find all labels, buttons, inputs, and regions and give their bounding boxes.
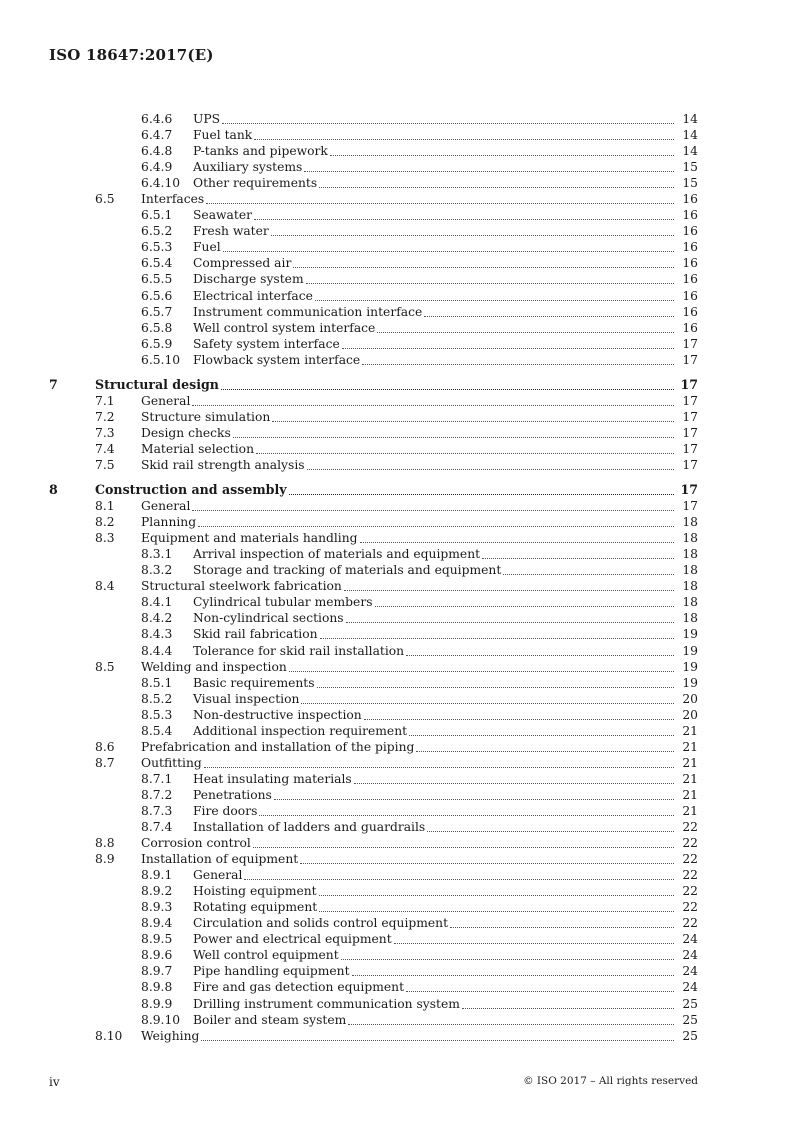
toc-entry-number: 6.5: [95, 192, 115, 207]
toc-leader-dots: [272, 421, 674, 422]
toc-entry[interactable]: [0, 851, 793, 867]
toc-entry-title: Outfitting: [141, 755, 202, 770]
toc-entry-title: UPS: [193, 112, 221, 126]
toc-leader-dots: [377, 332, 674, 333]
toc-entry-title: Structural steelwork fabrication: [141, 579, 342, 594]
toc-entry-title: Equipment and materials handling: [141, 531, 358, 546]
toc-entry-page: 17: [682, 425, 698, 440]
toc-entry-number: 6.4.9: [141, 160, 173, 175]
toc-entry-page: 18: [682, 547, 698, 562]
toc-leader-dots: [360, 542, 674, 543]
toc-entry-number: 7.3: [95, 425, 115, 440]
toc-entry-number: 8: [49, 482, 58, 498]
toc-entry-number: 6.4.10: [141, 176, 181, 191]
toc-entry-title: Penetrations: [193, 787, 272, 802]
toc-entry-title: Safety system interface: [193, 336, 340, 351]
toc-entry-page: 22: [682, 852, 698, 867]
toc-entry-title: Heat insulating materials: [193, 771, 352, 786]
toc-entry-number: 8.4: [95, 579, 115, 594]
toc-entry-page: 21: [682, 755, 698, 770]
toc-leader-dots: [198, 526, 674, 527]
toc-entry[interactable]: [0, 482, 793, 498]
toc-entry[interactable]: [0, 996, 793, 1012]
toc-entry[interactable]: [0, 1028, 793, 1044]
toc-entry-number: 8.9.4: [141, 916, 173, 931]
toc-entry-title: Material selection: [141, 441, 255, 456]
toc-entry-number: 8.7.2: [141, 787, 173, 802]
toc-leader-dots: [254, 139, 674, 140]
toc-entry-number: 6.5.4: [141, 256, 173, 271]
toc-entry[interactable]: [0, 675, 793, 691]
toc-entry[interactable]: [0, 626, 793, 642]
toc-leader-dots: [289, 671, 674, 672]
toc-entry-title: Seawater: [193, 208, 252, 223]
toc-entry-number: 6.5.7: [141, 304, 173, 319]
toc-leader-dots: [274, 799, 674, 800]
toc-entry-title: Compressed air: [193, 256, 292, 271]
toc-entry-page: 24: [682, 948, 698, 963]
toc-entry-title: Storage and tracking of materials and equipment: [193, 563, 502, 578]
toc-entry-number: 8.9.10: [141, 1012, 181, 1027]
toc-leader-dots: [346, 622, 674, 623]
toc-entry-number: 8.9.5: [141, 932, 173, 947]
toc-entry-title: Fire doors: [193, 803, 258, 818]
toc-leader-dots: [348, 1024, 674, 1025]
toc-leader-dots: [192, 510, 674, 511]
toc-entry[interactable]: [0, 175, 793, 191]
toc-entry-page: 21: [682, 771, 698, 786]
toc-leader-dots: [503, 574, 674, 575]
toc-entry-page: 17: [682, 336, 698, 351]
toc-entry-page: 20: [682, 707, 698, 722]
toc-entry-title: Boiler and steam system: [193, 1012, 347, 1027]
toc-leader-dots: [341, 959, 674, 960]
toc-leader-dots: [301, 703, 674, 704]
toc-entry-title: Skid rail strength analysis: [141, 457, 305, 472]
toc-entry[interactable]: [0, 239, 793, 255]
toc-entry-page: 16: [682, 288, 698, 303]
toc-entry[interactable]: [0, 425, 793, 441]
toc-entry-title: Tolerance for skid rail installation: [193, 643, 405, 658]
toc-leader-dots: [222, 123, 674, 124]
toc-entry[interactable]: [0, 498, 793, 514]
toc-entry-number: 7: [49, 376, 58, 392]
toc-entry-page: 19: [682, 643, 698, 658]
toc-entry-number: 8.7.1: [141, 771, 173, 786]
toc-leader-dots: [206, 203, 674, 204]
toc-leader-dots: [424, 316, 674, 317]
toc-entry-number: 6.5.9: [141, 336, 173, 351]
toc-entry[interactable]: [0, 835, 793, 851]
toc-entry-page: 16: [682, 272, 698, 287]
toc-entry-page: 22: [682, 836, 698, 851]
toc-entry-page: 24: [682, 932, 698, 947]
toc-entry-number: 7.4: [95, 441, 115, 456]
toc-entry-title: Planning: [141, 515, 197, 530]
toc-leader-dots: [315, 300, 674, 301]
toc-entry-title: Auxiliary systems: [193, 160, 303, 175]
toc-leader-dots: [416, 751, 674, 752]
toc-entry-number: 7.2: [95, 409, 115, 424]
toc-leader-dots: [406, 991, 674, 992]
toc-leader-dots: [259, 815, 674, 816]
toc-entry-title: Basic requirements: [193, 675, 315, 690]
toc-entry-title: Fire and gas detection equipment: [193, 980, 405, 995]
toc-entry[interactable]: [0, 409, 793, 425]
toc-entry-number: 8.8: [95, 836, 115, 851]
toc-entry-title: Welding and inspection: [141, 659, 287, 674]
toc-entry-number: 8.9.1: [141, 868, 173, 883]
toc-entry-number: 8.10: [95, 1028, 123, 1043]
toc-leader-dots: [375, 606, 674, 607]
toc-entry-title: Fuel tank: [193, 128, 253, 143]
toc-entry-title: P-tanks and pipework: [193, 144, 328, 159]
toc-entry-page: 19: [682, 675, 698, 690]
toc-entry[interactable]: [0, 979, 793, 995]
toc-entry[interactable]: [0, 691, 793, 707]
toc-entry-number: 6.5.3: [141, 240, 173, 255]
toc-leader-dots: [201, 1040, 674, 1041]
toc-entry[interactable]: [0, 127, 793, 143]
toc-entry-page: 17: [682, 499, 698, 514]
table-of-contents: [0, 111, 793, 1044]
toc-entry[interactable]: [0, 207, 793, 223]
toc-entry-number: 8.5.3: [141, 707, 173, 722]
toc-entry-number: 6.4.6: [141, 112, 173, 126]
toc-entry-title: Corrosion control: [141, 836, 251, 851]
toc-leader-dots: [352, 975, 674, 976]
toc-entry[interactable]: [0, 223, 793, 239]
toc-entry-number: 8.3: [95, 531, 115, 546]
toc-leader-dots: [306, 283, 674, 284]
toc-leader-dots: [394, 943, 674, 944]
toc-leader-dots: [406, 655, 674, 656]
toc-entry-number: 8.4.2: [141, 611, 173, 626]
toc-leader-dots: [320, 638, 674, 639]
toc-entry-title: Well control equipment: [193, 948, 339, 963]
toc-entry[interactable]: [0, 271, 793, 287]
document-id-header: ISO 18647:2017(E): [49, 46, 214, 64]
toc-entry-title: Circulation and solids control equipment: [193, 916, 449, 931]
toc-entry-page: 16: [682, 304, 698, 319]
toc-entry[interactable]: [0, 803, 793, 819]
toc-entry[interactable]: [0, 610, 793, 626]
toc-entry-title: Drilling instrument communication system: [193, 996, 460, 1011]
toc-entry-page: 21: [682, 723, 698, 738]
toc-leader-dots: [344, 590, 674, 591]
toc-entry[interactable]: [0, 111, 793, 127]
toc-entry[interactable]: [0, 255, 793, 271]
toc-leader-dots: [233, 437, 674, 438]
toc-entry[interactable]: [0, 931, 793, 947]
toc-entry-page: 18: [682, 579, 698, 594]
toc-leader-dots: [244, 879, 674, 880]
toc-entry-page: 22: [682, 820, 698, 835]
toc-leader-dots: [307, 469, 674, 470]
toc-entry-title: General: [141, 499, 191, 514]
toc-entry-page: 18: [682, 531, 698, 546]
toc-entry-title: Fresh water: [193, 224, 269, 239]
toc-entry-number: 6.5.8: [141, 320, 173, 335]
toc-entry-title: Power and electrical equipment: [193, 932, 392, 947]
toc-entry-title: Installation of equipment: [141, 852, 299, 867]
toc-entry-page: 17: [680, 376, 698, 392]
toc-entry[interactable]: [0, 562, 793, 578]
toc-entry-page: 14: [682, 144, 698, 159]
toc-entry-number: 7.5: [95, 457, 115, 472]
toc-entry-page: 20: [682, 691, 698, 706]
toc-entry-title: General: [141, 393, 191, 408]
toc-entry[interactable]: [0, 393, 793, 409]
toc-entry-number: 8.9.6: [141, 948, 173, 963]
toc-leader-dots: [271, 235, 674, 236]
toc-leader-dots: [427, 831, 674, 832]
toc-entry[interactable]: [0, 441, 793, 457]
toc-entry-title: Other requirements: [193, 176, 318, 191]
toc-entry-number: 6.4.8: [141, 144, 173, 159]
toc-entry-page: 21: [682, 787, 698, 802]
toc-entry-page: 25: [682, 1028, 698, 1043]
copyright-notice: © ISO 2017 – All rights reserved: [523, 1075, 698, 1087]
toc-entry-number: 8.9.3: [141, 900, 173, 915]
toc-entry-number: 8.9.2: [141, 884, 173, 899]
toc-leader-dots: [409, 735, 674, 736]
toc-leader-dots: [289, 494, 674, 495]
toc-leader-dots: [221, 389, 674, 390]
toc-entry-title: Structural design: [95, 376, 219, 392]
toc-entry-number: 8.9.9: [141, 996, 173, 1011]
toc-entry-number: 8.5.2: [141, 691, 173, 706]
toc-entry[interactable]: [0, 787, 793, 803]
toc-leader-dots: [317, 687, 674, 688]
toc-entry-number: 6.5.10: [141, 352, 181, 367]
toc-entry-title: Visual inspection: [193, 691, 300, 706]
toc-entry-page: 16: [682, 256, 698, 271]
toc-entry-number: 8.4.1: [141, 595, 173, 610]
toc-leader-dots: [254, 219, 674, 220]
toc-entry[interactable]: [0, 1012, 793, 1028]
toc-entry-page: 19: [682, 659, 698, 674]
toc-leader-dots: [256, 453, 674, 454]
toc-entry-number: 8.7: [95, 755, 115, 770]
toc-leader-dots: [342, 348, 674, 349]
toc-leader-dots: [462, 1008, 674, 1009]
toc-entry[interactable]: [0, 159, 793, 175]
toc-entry-number: 8.2: [95, 515, 115, 530]
toc-entry[interactable]: [0, 659, 793, 675]
toc-entry[interactable]: [0, 304, 793, 320]
toc-entry-number: 7.1: [95, 393, 115, 408]
toc-entry-page: 22: [682, 884, 698, 899]
toc-entry-number: 8.1: [95, 499, 115, 514]
toc-entry-number: 8.9.8: [141, 980, 173, 995]
toc-entry-page: 25: [682, 996, 698, 1011]
toc-entry-title: Non-cylindrical sections: [193, 611, 344, 626]
toc-entry-title: Pipe handling equipment: [193, 964, 350, 979]
toc-entry[interactable]: [0, 643, 793, 659]
toc-entry-title: Flowback system interface: [193, 352, 361, 367]
toc-entry[interactable]: [0, 739, 793, 755]
toc-leader-dots: [319, 911, 674, 912]
toc-entry-number: 8.3.1: [141, 547, 173, 562]
toc-entry[interactable]: [0, 867, 793, 883]
toc-entry-number: 8.4.3: [141, 627, 173, 642]
toc-entry[interactable]: [0, 530, 793, 546]
toc-entry[interactable]: [0, 336, 793, 352]
toc-entry[interactable]: [0, 819, 793, 835]
toc-entry-page: 24: [682, 980, 698, 995]
toc-entry[interactable]: [0, 377, 793, 393]
toc-entry-page: 22: [682, 868, 698, 883]
toc-entry-page: 17: [682, 393, 698, 408]
toc-entry-page: 25: [682, 1012, 698, 1027]
toc-entry-title: Well control system interface: [193, 320, 376, 335]
toc-entry[interactable]: [0, 191, 793, 207]
toc-leader-dots: [300, 863, 674, 864]
toc-entry[interactable]: [0, 883, 793, 899]
toc-entry[interactable]: [0, 947, 793, 963]
toc-entry-page: 16: [682, 240, 698, 255]
toc-entry-page: 17: [682, 352, 698, 367]
toc-leader-dots: [482, 558, 674, 559]
toc-entry[interactable]: [0, 963, 793, 979]
toc-entry-page: 17: [682, 409, 698, 424]
toc-entry-page: 14: [682, 128, 698, 143]
toc-entry-page: 22: [682, 900, 698, 915]
toc-entry-page: 17: [682, 441, 698, 456]
toc-entry[interactable]: [0, 723, 793, 739]
toc-entry[interactable]: [0, 771, 793, 787]
toc-entry-page: 15: [682, 160, 698, 175]
toc-entry[interactable]: [0, 143, 793, 159]
toc-leader-dots: [354, 783, 674, 784]
toc-entry[interactable]: [0, 320, 793, 336]
toc-entry-title: Rotating equipment: [193, 900, 318, 915]
toc-entry[interactable]: [0, 546, 793, 562]
toc-entry-page: 19: [682, 627, 698, 642]
toc-leader-dots: [204, 767, 674, 768]
toc-entry-title: Weighing: [141, 1028, 200, 1043]
toc-leader-dots: [319, 187, 674, 188]
toc-entry-title: Construction and assembly: [95, 482, 287, 498]
toc-leader-dots: [362, 364, 674, 365]
toc-entry-number: 8.7.4: [141, 820, 173, 835]
toc-entry[interactable]: [0, 578, 793, 594]
toc-entry[interactable]: [0, 755, 793, 771]
toc-entry-number: 6.5.2: [141, 224, 173, 239]
toc-entry-page: 16: [682, 224, 698, 239]
toc-leader-dots: [192, 405, 674, 406]
toc-entry-page: 16: [682, 208, 698, 223]
toc-entry-page: 22: [682, 916, 698, 931]
toc-entry-title: Structure simulation: [141, 409, 271, 424]
toc-entry-title: Arrival inspection of materials and equipment: [193, 547, 481, 562]
toc-entry-page: 18: [682, 595, 698, 610]
toc-entry-number: 8.9.7: [141, 964, 173, 979]
toc-entry-title: General: [193, 868, 243, 883]
toc-entry-page: 14: [682, 112, 698, 126]
toc-entry-page: 17: [682, 457, 698, 472]
toc-leader-dots: [304, 171, 674, 172]
toc-entry-title: Interfaces: [141, 192, 205, 207]
toc-entry-number: 8.3.2: [141, 563, 173, 578]
toc-leader-dots: [223, 251, 674, 252]
toc-entry-page: 21: [682, 739, 698, 754]
toc-entry[interactable]: [0, 707, 793, 723]
toc-entry-page: 18: [682, 611, 698, 626]
toc-entry-title: Electrical interface: [193, 288, 313, 303]
toc-entry-number: 8.5.4: [141, 723, 173, 738]
toc-leader-dots: [319, 895, 674, 896]
toc-entry-title: Cylindrical tubular members: [193, 595, 373, 610]
toc-entry-title: Design checks: [141, 425, 231, 440]
toc-entry-page: 16: [682, 192, 698, 207]
toc-leader-dots: [253, 847, 674, 848]
toc-entry-title: Discharge system: [193, 272, 304, 287]
toc-leader-dots: [364, 719, 674, 720]
toc-leader-dots: [293, 267, 674, 268]
toc-entry-title: Installation of ladders and guardrails: [193, 820, 426, 835]
toc-entry-title: Fuel: [193, 240, 221, 255]
toc-entry-number: 6.5.5: [141, 272, 173, 287]
toc-entry[interactable]: [0, 514, 793, 530]
toc-entry-page: 16: [682, 320, 698, 335]
toc-entry-number: 6.5.1: [141, 208, 173, 223]
toc-entry-number: 6.5.6: [141, 288, 173, 303]
toc-entry[interactable]: [0, 899, 793, 915]
toc-entry-number: 8.5.1: [141, 675, 173, 690]
toc-entry-page: 18: [682, 563, 698, 578]
page-number: iv: [49, 1075, 60, 1089]
toc-entry[interactable]: [0, 288, 793, 304]
toc-entry-title: Non-destructive inspection: [193, 707, 362, 722]
toc-entry-number: 8.4.4: [141, 643, 173, 658]
toc-leader-dots: [450, 927, 674, 928]
toc-entry[interactable]: [0, 594, 793, 610]
toc-entry-title: Hoisting equipment: [193, 884, 317, 899]
toc-entry-number: 6.4.7: [141, 128, 173, 143]
toc-entry[interactable]: [0, 915, 793, 931]
toc-entry-number: 8.5: [95, 659, 115, 674]
toc-entry[interactable]: [0, 457, 793, 473]
toc-entry-number: 8.7.3: [141, 803, 173, 818]
toc-entry-page: 17: [680, 482, 698, 498]
toc-entry-title: Instrument communication interface: [193, 304, 423, 319]
toc-entry-number: 8.6: [95, 739, 115, 754]
toc-entry-title: Skid rail fabrication: [193, 627, 318, 642]
toc-entry-number: 8.9: [95, 852, 115, 867]
toc-entry-page: 15: [682, 176, 698, 191]
toc-entry-page: 18: [682, 515, 698, 530]
toc-entry-page: 21: [682, 803, 698, 818]
toc-entry-title: Additional inspection requirement: [193, 723, 408, 738]
toc-entry-title: Prefabrication and installation of the piping: [141, 739, 415, 754]
toc-entry[interactable]: [0, 352, 793, 368]
toc-leader-dots: [330, 155, 674, 156]
toc-entry-page: 24: [682, 964, 698, 979]
